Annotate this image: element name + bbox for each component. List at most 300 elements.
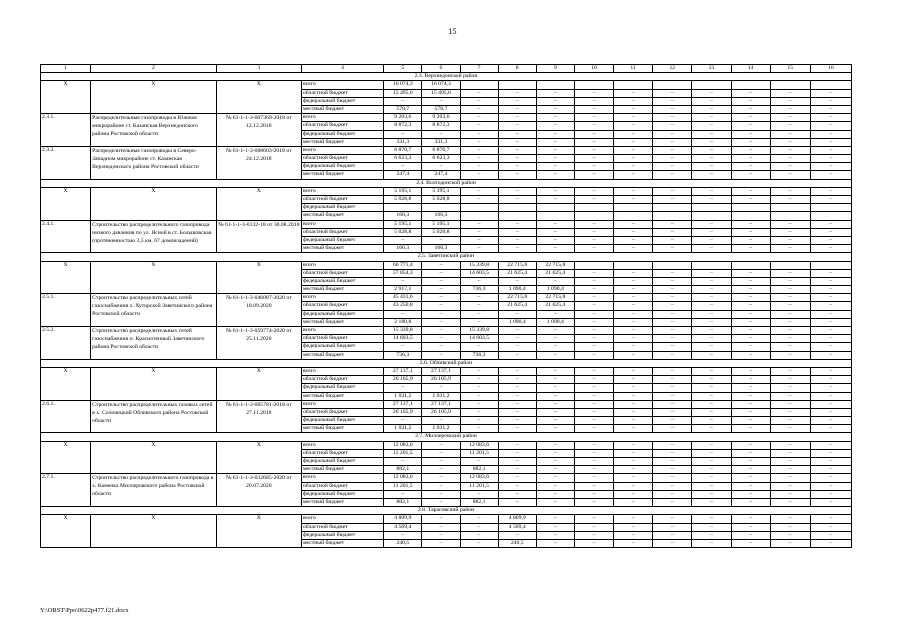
amount-cell: 45 431,6 [384, 294, 422, 302]
amount-cell: – [653, 269, 692, 277]
amount-cell: 5 195,1 [384, 220, 422, 228]
amount-cell: – [770, 163, 810, 171]
funding-source: областной бюджет [301, 376, 383, 384]
amount-cell: – [810, 417, 851, 425]
amount-cell: – [692, 458, 731, 466]
amount-cell: 1 090,4 [498, 318, 536, 326]
amount-cell: – [731, 220, 770, 228]
amount-cell: – [614, 408, 653, 416]
amount-cell: – [614, 105, 653, 113]
amount-cell: – [692, 425, 731, 433]
amount-cell: – [498, 105, 536, 113]
amount-cell: – [498, 327, 536, 335]
item-number: 2.3.1. [41, 114, 91, 147]
amount-cell [614, 81, 653, 89]
funding-source: областной бюджет [301, 155, 383, 163]
amount-cell: – [731, 286, 770, 294]
amount-cell: – [422, 310, 460, 318]
amount-cell: – [731, 335, 770, 343]
amount-cell: – [810, 449, 851, 457]
amount-cell: – [614, 482, 653, 490]
amount-cell: – [653, 130, 692, 138]
amount-cell: – [574, 523, 613, 531]
item-description: X [91, 81, 216, 114]
amount-cell: – [614, 294, 653, 302]
amount-cell: – [731, 515, 770, 523]
district-section-row [41, 73, 852, 81]
amount-cell: 166,3 [422, 212, 460, 220]
amount-cell: – [653, 318, 692, 326]
amount-cell: – [422, 384, 460, 392]
amount-cell: – [536, 523, 574, 531]
expertise-conclusion: № 61-1-1-3-032685-2020 от 20.07.2020 [216, 474, 301, 507]
item-description: Строительство распределительных сетей газоснабжения п. Краснотепный Заветинского района Ростовской области [91, 327, 216, 360]
amount-cell: 5 028,8 [384, 228, 422, 236]
column-number-cell: 11 [614, 65, 653, 73]
amount-cell: – [614, 531, 653, 539]
item-number: 2.7.1. [41, 474, 91, 507]
amount-cell: – [770, 196, 810, 204]
funding-source: местный бюджет [301, 539, 383, 547]
amount-cell: – [731, 351, 770, 359]
amount-cell: – [770, 376, 810, 384]
funding-source: федеральный бюджет [301, 417, 383, 425]
amount-cell: 8 872,3 [422, 122, 460, 130]
amount-cell: – [574, 97, 613, 105]
amount-cell: – [692, 327, 731, 335]
amount-cell: – [614, 130, 653, 138]
amount-cell: – [731, 498, 770, 506]
amount-cell: – [731, 277, 770, 285]
amount-cell: – [536, 236, 574, 244]
amount-cell: – [498, 343, 536, 351]
amount-cell: – [653, 523, 692, 531]
amount-cell: 16 074,3 [384, 81, 422, 89]
amount-cell: – [731, 327, 770, 335]
amount-cell: – [692, 105, 731, 113]
amount-cell: – [422, 294, 460, 302]
amount-cell: – [731, 146, 770, 154]
amount-cell: – [536, 417, 574, 425]
amount-cell: – [460, 384, 498, 392]
amount-cell: – [574, 441, 613, 449]
column-number-cell: 7 [460, 65, 498, 73]
funding-source: всего [301, 146, 383, 154]
amount-cell: – [653, 146, 692, 154]
amount-cell: – [692, 89, 731, 97]
amount-cell: – [498, 114, 536, 122]
amount-cell: – [653, 187, 692, 195]
amount-cell: – [498, 417, 536, 425]
amount-cell [770, 81, 810, 89]
amount-cell: – [460, 515, 498, 523]
amount-cell: – [536, 245, 574, 253]
amount-cell: – [770, 539, 810, 547]
amount-cell: – [692, 138, 731, 146]
amount-cell: – [810, 122, 851, 130]
amount-cell: – [536, 498, 574, 506]
amount-cell: – [574, 196, 613, 204]
item-description: Строительство распределительного газопровода в х. Каменка Миллеровского района Ростовской области [91, 474, 216, 507]
funding-source: всего [301, 187, 383, 195]
amount-cell: – [770, 89, 810, 97]
amount-cell: – [810, 105, 851, 113]
amount-cell: – [460, 122, 498, 130]
amount-cell: – [574, 327, 613, 335]
amount-cell: 26 105,9 [384, 376, 422, 384]
amount-cell: – [614, 515, 653, 523]
amount-cell: – [770, 474, 810, 482]
funding-source: областной бюджет [301, 482, 383, 490]
amount-cell: – [384, 130, 422, 138]
amount-cell: – [810, 228, 851, 236]
amount-cell: – [614, 417, 653, 425]
amount-cell: – [574, 515, 613, 523]
amount-cell: – [692, 294, 731, 302]
amount-cell [731, 81, 770, 89]
amount-cell: 240,5 [498, 539, 536, 547]
amount-cell: – [422, 236, 460, 244]
amount-cell: – [422, 286, 460, 294]
amount-cell: 26 105,9 [422, 376, 460, 384]
amount-cell [614, 212, 653, 220]
amount-cell [574, 204, 613, 212]
amount-cell: – [384, 236, 422, 244]
amount-cell: – [460, 310, 498, 318]
amount-cell: – [422, 318, 460, 326]
amount-cell: – [692, 474, 731, 482]
amount-cell: – [692, 367, 731, 375]
amount-cell: – [536, 335, 574, 343]
funding-source: федеральный бюджет [301, 236, 383, 244]
amount-cell: – [614, 114, 653, 122]
amount-cell: – [810, 130, 851, 138]
amount-cell: – [810, 163, 851, 171]
amount-cell: – [731, 138, 770, 146]
amount-cell: 15 339,8 [384, 327, 422, 335]
expertise-conclusion: X [216, 515, 301, 548]
amount-cell: – [536, 97, 574, 105]
amount-cell: – [614, 466, 653, 474]
amount-cell: – [692, 498, 731, 506]
amount-cell: – [460, 417, 498, 425]
amount-cell: – [770, 302, 810, 310]
amount-cell: – [460, 400, 498, 408]
amount-cell: – [384, 277, 422, 285]
amount-cell [692, 261, 731, 269]
amount-cell: – [653, 327, 692, 335]
amount-cell: – [460, 245, 498, 253]
funding-source: федеральный бюджет [301, 310, 383, 318]
amount-cell: 15 339,8 [460, 327, 498, 335]
district-section-row [41, 433, 852, 441]
amount-cell: – [460, 130, 498, 138]
amount-cell: 1 090,4 [498, 286, 536, 294]
amount-cell: – [653, 122, 692, 130]
amount-cell: – [614, 277, 653, 285]
amount-cell: – [653, 138, 692, 146]
funding-source: федеральный бюджет [301, 97, 383, 105]
amount-cell: – [422, 130, 460, 138]
amount-cell: – [536, 425, 574, 433]
funding-source: областной бюджет [301, 122, 383, 130]
amount-cell: – [574, 310, 613, 318]
amount-cell: – [422, 327, 460, 335]
amount-cell: – [770, 245, 810, 253]
amount-cell: – [731, 236, 770, 244]
amount-cell: – [692, 122, 731, 130]
amount-cell: – [536, 343, 574, 351]
funding-source: местный бюджет [301, 212, 383, 220]
item-number: 2.4.1. [41, 220, 91, 253]
amount-cell: – [498, 482, 536, 490]
amount-cell: – [731, 163, 770, 171]
amount-cell: – [810, 441, 851, 449]
amount-cell: 578,7 [422, 105, 460, 113]
funding-source: местный бюджет [301, 105, 383, 113]
column-number-cell: 6 [422, 65, 460, 73]
amount-cell: – [460, 408, 498, 416]
amount-cell: – [498, 310, 536, 318]
amount-cell: 22 715,8 [498, 294, 536, 302]
amount-cell: – [770, 490, 810, 498]
expertise-conclusion: X [216, 441, 301, 474]
district-title: 2.7. Миллеровский район [41, 433, 852, 441]
amount-cell: – [574, 130, 613, 138]
amount-cell: – [498, 335, 536, 343]
amount-cell: – [536, 196, 574, 204]
amount-cell: – [498, 531, 536, 539]
funding-source: местный бюджет [301, 245, 383, 253]
amount-cell: – [614, 187, 653, 195]
amount-cell: – [574, 425, 613, 433]
amount-cell: – [574, 236, 613, 244]
amount-cell: 882,1 [460, 466, 498, 474]
amount-cell: – [770, 523, 810, 531]
table-row [41, 81, 852, 89]
amount-cell: – [574, 351, 613, 359]
amount-cell [653, 81, 692, 89]
amount-cell: – [692, 531, 731, 539]
amount-cell: – [498, 408, 536, 416]
amount-cell: – [614, 269, 653, 277]
table-row [41, 515, 852, 523]
amount-cell: 4 809,9 [384, 515, 422, 523]
amount-cell: 11 201,5 [460, 482, 498, 490]
funding-source: местный бюджет [301, 318, 383, 326]
funding-source: областной бюджет [301, 449, 383, 457]
amount-cell: – [810, 343, 851, 351]
expertise-conclusion: X [216, 367, 301, 400]
amount-cell: – [614, 523, 653, 531]
table-row [41, 294, 852, 302]
amount-cell: – [536, 466, 574, 474]
amount-cell: – [731, 97, 770, 105]
amount-cell: – [614, 400, 653, 408]
amount-cell: 8 872,3 [384, 122, 422, 130]
amount-cell: – [653, 498, 692, 506]
amount-cell: – [770, 97, 810, 105]
funding-source: всего [301, 441, 383, 449]
table-row [41, 474, 852, 482]
amount-cell: – [770, 335, 810, 343]
amount-cell: – [770, 343, 810, 351]
amount-cell: – [614, 539, 653, 547]
amount-cell: – [810, 523, 851, 531]
amount-cell: – [731, 294, 770, 302]
amount-cell: – [692, 228, 731, 236]
amount-cell: – [692, 539, 731, 547]
amount-cell: – [614, 327, 653, 335]
item-description: X [91, 441, 216, 474]
amount-cell: – [653, 163, 692, 171]
amount-cell: – [770, 138, 810, 146]
item-description: Строительство распределительных сетей газоснабжения х. Хуторской Заветинского района Ростовской области [91, 294, 216, 327]
amount-cell [460, 212, 498, 220]
amount-cell: – [770, 228, 810, 236]
amount-cell: – [653, 335, 692, 343]
amount-cell: – [614, 384, 653, 392]
amount-cell: – [460, 138, 498, 146]
funding-source: всего [301, 81, 383, 89]
amount-cell: – [731, 474, 770, 482]
amount-cell: – [731, 89, 770, 97]
amount-cell: – [574, 449, 613, 457]
amount-cell: – [536, 163, 574, 171]
amount-cell: – [692, 97, 731, 105]
amount-cell: – [498, 466, 536, 474]
amount-cell: – [536, 155, 574, 163]
funding-source: федеральный бюджет [301, 531, 383, 539]
amount-cell: – [536, 310, 574, 318]
amount-cell: – [653, 236, 692, 244]
amount-cell: – [614, 441, 653, 449]
amount-cell: – [574, 286, 613, 294]
amount-cell: 6 870,7 [384, 146, 422, 154]
amount-cell: – [810, 335, 851, 343]
amount-cell: – [653, 196, 692, 204]
amount-cell [460, 204, 498, 212]
amount-cell: 12 083,6 [384, 474, 422, 482]
amount-cell: – [810, 539, 851, 547]
amount-cell: 21 625,4 [498, 302, 536, 310]
amount-cell: – [422, 466, 460, 474]
amount-cell: – [810, 269, 851, 277]
amount-cell: – [574, 318, 613, 326]
amount-cell: 27 137,1 [384, 400, 422, 408]
amount-cell: – [614, 335, 653, 343]
amount-cell: – [770, 294, 810, 302]
amount-cell: – [460, 523, 498, 531]
funding-source: федеральный бюджет [301, 163, 383, 171]
amount-cell: – [770, 392, 810, 400]
amount-cell: 60 771,4 [384, 261, 422, 269]
amount-cell: – [536, 482, 574, 490]
column-number-cell: 1 [41, 65, 91, 73]
amount-cell: – [692, 245, 731, 253]
amount-cell: – [614, 498, 653, 506]
amount-cell: – [614, 449, 653, 457]
amount-cell: – [460, 236, 498, 244]
amount-cell: – [692, 220, 731, 228]
amount-cell: – [692, 490, 731, 498]
amount-cell: 4 569,4 [498, 523, 536, 531]
amount-cell: – [731, 408, 770, 416]
amount-cell: – [498, 367, 536, 375]
funding-source: местный бюджет [301, 466, 383, 474]
amount-cell: – [653, 376, 692, 384]
amount-cell: – [460, 97, 498, 105]
amount-cell: – [692, 277, 731, 285]
amount-cell: – [653, 351, 692, 359]
funding-source: местный бюджет [301, 351, 383, 359]
amount-cell: – [770, 515, 810, 523]
amount-cell: – [731, 171, 770, 179]
amount-cell: – [422, 269, 460, 277]
amount-cell: – [422, 539, 460, 547]
amount-cell: – [498, 187, 536, 195]
expertise-conclusion: № 61-1-1-3-007369-2018 от 12.12.2018 [216, 114, 301, 147]
amount-cell: – [536, 449, 574, 457]
amount-cell: – [536, 130, 574, 138]
funding-source: областной бюджет [301, 89, 383, 97]
funding-source: федеральный бюджет [301, 277, 383, 285]
amount-cell: – [692, 114, 731, 122]
amount-cell: – [770, 318, 810, 326]
amount-cell: – [770, 531, 810, 539]
amount-cell: – [460, 392, 498, 400]
amount-cell: – [574, 384, 613, 392]
expertise-conclusion: X [216, 261, 301, 294]
amount-cell: – [731, 318, 770, 326]
amount-cell [692, 204, 731, 212]
amount-cell: – [536, 146, 574, 154]
amount-cell: – [810, 490, 851, 498]
amount-cell: – [770, 220, 810, 228]
amount-cell: 1 031,2 [422, 425, 460, 433]
amount-cell: – [770, 498, 810, 506]
amount-cell: – [692, 384, 731, 392]
item-number: X [41, 187, 91, 220]
amount-cell: – [770, 449, 810, 457]
amount-cell: – [692, 163, 731, 171]
amount-cell: 9 203,6 [384, 114, 422, 122]
column-number-row [41, 65, 852, 73]
amount-cell: – [498, 171, 536, 179]
amount-cell: – [614, 89, 653, 97]
amount-cell: 22 715,8 [536, 294, 574, 302]
amount-cell: – [653, 531, 692, 539]
funding-source: федеральный бюджет [301, 343, 383, 351]
item-number: X [41, 261, 91, 294]
amount-cell: – [810, 327, 851, 335]
funding-source: местный бюджет [301, 171, 383, 179]
amount-cell: – [498, 351, 536, 359]
amount-cell: – [536, 392, 574, 400]
column-number-cell: 5 [384, 65, 422, 73]
amount-cell: – [614, 97, 653, 105]
amount-cell: 16 074,3 [422, 81, 460, 89]
amount-cell: – [770, 114, 810, 122]
amount-cell: – [770, 482, 810, 490]
column-number-cell: 3 [216, 65, 301, 73]
amount-cell [692, 212, 731, 220]
amount-cell: – [653, 286, 692, 294]
amount-cell: – [574, 163, 613, 171]
amount-cell: – [460, 187, 498, 195]
amount-cell: 247,4 [384, 171, 422, 179]
amount-cell: – [498, 228, 536, 236]
